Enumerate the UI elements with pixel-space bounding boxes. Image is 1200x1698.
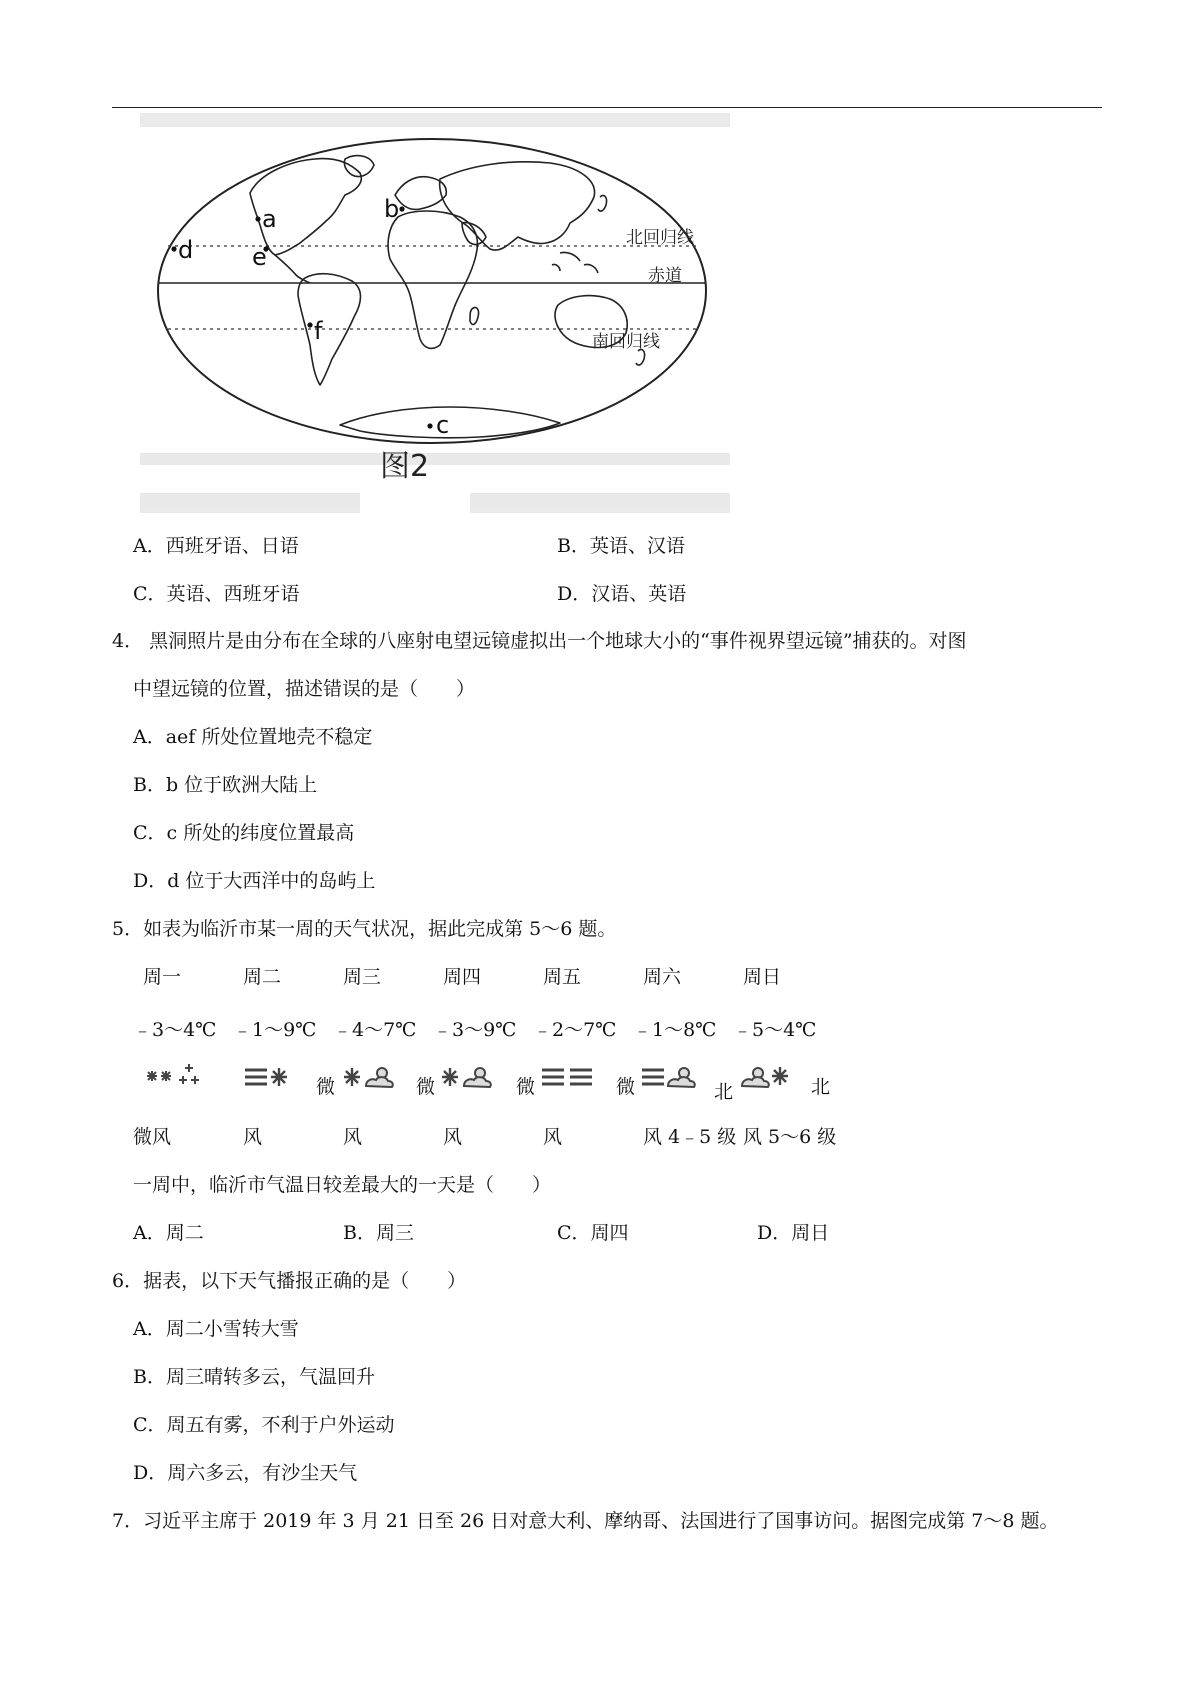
label-b: b [384, 195, 400, 223]
q6-option-c: C．周五有雾，不利于户外运动 [133, 1414, 395, 1436]
label-e: e [252, 243, 267, 271]
q3-option-c: C．英语、西班牙语 [133, 583, 300, 605]
wind-tue: 风 [243, 1126, 263, 1148]
label-a: a [262, 205, 277, 233]
q5-option-c: C．周四 [557, 1222, 629, 1244]
header-rule [112, 107, 1102, 108]
q4-option-b: B．b 位于欧洲大陆上 [133, 774, 318, 796]
temp-thu: ﹣3～9℃ [433, 1019, 517, 1041]
q6-option-b: B．周三晴转多云，气温回升 [133, 1366, 375, 1388]
day-fri: 周五 [543, 966, 582, 988]
wind-mon: 微风 [133, 1126, 172, 1148]
wind-top-wed: 微 [416, 1076, 436, 1098]
day-wed: 周三 [343, 966, 382, 988]
label-tropic-south: 南回归线 [592, 332, 660, 352]
temp-mon: ﹣3～4℃ [133, 1019, 217, 1041]
snow-cloud-icon-thu [440, 1062, 502, 1096]
q4-option-d: D．d 位于大西洋中的岛屿上 [133, 870, 376, 892]
q6-option-d: D．周六多云，有沙尘天气 [133, 1462, 358, 1484]
temp-sun: ﹣5～4℃ [733, 1019, 817, 1041]
wind-thu: 风 [443, 1126, 463, 1148]
label-f: f [314, 317, 323, 345]
cloud-snow-icon-sun [740, 1062, 802, 1096]
point-b-marker [399, 206, 404, 211]
wind-sun: 风 5～6 级 [743, 1126, 837, 1148]
label-c: c [436, 411, 450, 439]
snow-icon-mon [143, 1062, 205, 1096]
q5-option-a: A．周二 [133, 1222, 204, 1244]
q4-stem-line1: 4． 黑洞照片是由分布在全球的八座射电望远镜虚拟出一个地球大小的“事件视界望远镜”捕获的。对图 [112, 630, 967, 652]
wind-top-sat: 北 [714, 1081, 734, 1103]
label-equator: 赤道 [648, 266, 682, 286]
temp-sat: ﹣1～8℃ [633, 1019, 717, 1041]
snow-cloud-icon-wed [342, 1062, 404, 1096]
temp-wed: ﹣4～7℃ [333, 1019, 417, 1041]
wind-wed: 风 [343, 1126, 363, 1148]
fog-snow-icon-tue [243, 1062, 305, 1096]
q4-stem-line2: 中望远镜的位置，描述错误的是（ ） [133, 678, 476, 700]
wind-top-tue: 微 [316, 1076, 336, 1098]
point-d-marker [171, 246, 176, 251]
q7-stem: 7．习近平主席于 2019 年 3 月 21 日至 26 日对意大利、摩纳哥、法国进行了国事访问。据图完成第 7～8 题。 [112, 1510, 1059, 1532]
q6-stem: 6．据表，以下天气播报正确的是（ ） [112, 1270, 467, 1292]
q5-stem: 5．如表为临沂市某一周的天气状况，据此完成第 5～6 题。 [112, 918, 617, 940]
q4-option-a: A．aef 所处位置地壳不稳定 [133, 726, 373, 748]
wind-top-fri: 微 [616, 1076, 636, 1098]
label-tropic-north: 北回归线 [626, 228, 694, 248]
day-sat: 周六 [643, 966, 682, 988]
figure-caption: 图2 [380, 449, 430, 484]
temp-tue: ﹣1～9℃ [233, 1019, 317, 1041]
q3-option-b: B．英语、汉语 [557, 535, 685, 557]
point-a-marker [255, 216, 260, 221]
wind-top-sun: 北 [811, 1076, 831, 1098]
world-map-figure [140, 113, 730, 523]
q6-option-a: A．周二小雪转大雪 [133, 1318, 299, 1340]
q5-option-d: D．周日 [757, 1222, 830, 1244]
point-c-marker [427, 423, 432, 428]
q3-option-d: D．汉语、英语 [557, 583, 687, 605]
day-thu: 周四 [443, 966, 482, 988]
point-f-marker [307, 322, 312, 327]
wind-top-thu: 微 [516, 1076, 536, 1098]
q3-option-a: A．西班牙语、日语 [133, 535, 299, 557]
temp-fri: ﹣2～7℃ [533, 1019, 617, 1041]
fog-fog-icon-fri [540, 1062, 602, 1096]
label-d: d [178, 236, 194, 264]
day-mon: 周一 [143, 966, 182, 988]
fog-cloud-icon-sat [640, 1062, 702, 1096]
day-sun: 周日 [743, 966, 782, 988]
q4-option-c: C．c 所处的纬度位置最高 [133, 822, 355, 844]
q5-option-b: B．周三 [343, 1222, 414, 1244]
wind-fri: 风 [543, 1126, 563, 1148]
wind-sat: 风 4﹣5 级 [643, 1126, 737, 1148]
q5-question: 一周中，临沂市气温日较差最大的一天是（ ） [133, 1174, 552, 1196]
day-tue: 周二 [243, 966, 282, 988]
